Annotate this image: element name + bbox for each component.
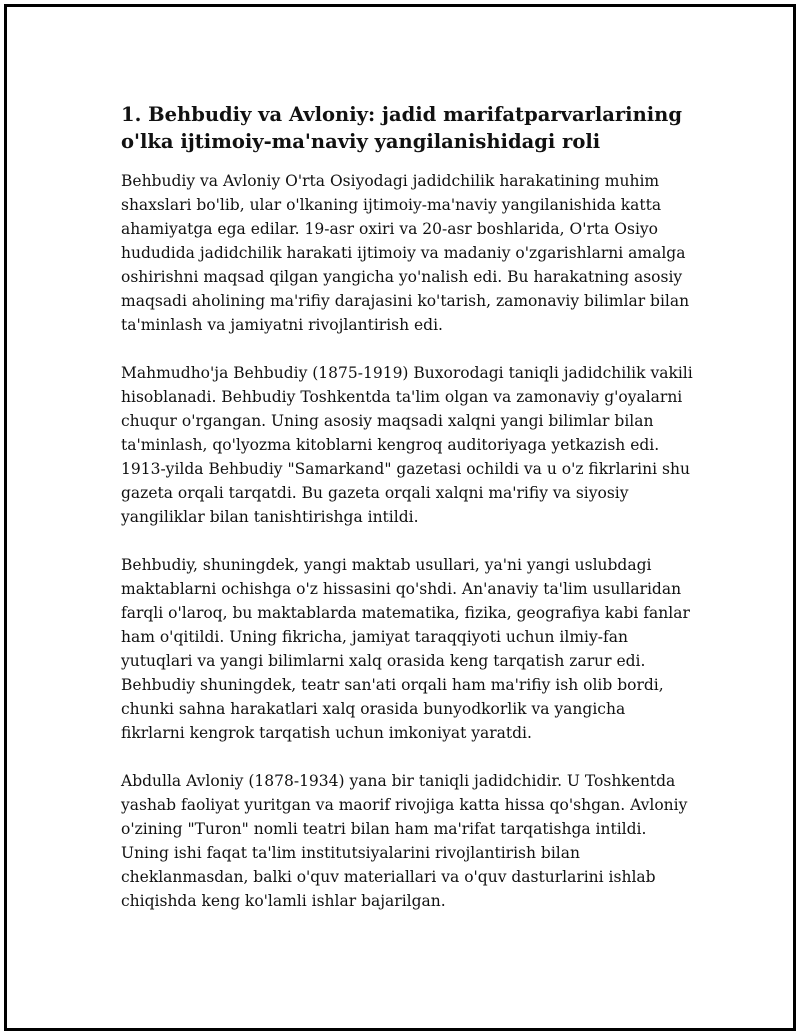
document-title: 1. Behbudiy va Avloniy: jadid marifatparvarlarining o'lka ijtimoiy-ma'naviy yangilanishidagi roli	[121, 103, 682, 153]
page-frame	[4, 4, 796, 1031]
paragraph-behbudiy-biography: Mahmudho'ja Behbudiy (1875-1919) Buxorodagi taniqli jadidchilik vakili hisoblanadi. Behbudiy Toshkentda ta'lim olgan va zamonaviy g'oyalarni chuqur o'rgangan. Uning asosiy maqsadi xalqni yangi bilimlar bilan ta'minlash, qo'lyozma kitoblarni kengroq auditoriyaga yetkazish edi. 1913-yilda Behbudiy "Samarkand" gazetasi ochildi va u o'z fikrlarini shu gazeta orqali tarqatdi. Bu gazeta orqali xalqni ma'rifiy va siyosiy yangiliklar bilan tanishtirishga intildi.	[121, 364, 693, 526]
document-body	[121, 101, 693, 937]
paragraph-avloniy: Abdulla Avloniy (1878-1934) yana bir taniqli jadidchidir. U Toshkentda yashab faoliyat yuritgan va maorif rivojiga katta hissa qo'shgan. Avloniy o'zining "Turon" nomli teatri bilan ham ma'rifat tarqatishga intildi. Uning ishi faqat ta'lim institutsiyalarini rivojlantirish bilan cheklanmasdan, balki o'quv materiallari va o'quv dasturlarini ishlab chiqishda keng ko'lamli ishlar bajarilgan.	[121, 772, 688, 910]
paragraph-behbudiy-schools: Behbudiy, shuningdek, yangi maktab usullari, ya'ni yangi uslubdagi maktablarni ochishga o'z hissasini qo'shdi. An'anaviy ta'lim usullaridan farqli o'laroq, bu maktablarda matematika, fizika, geografiya kabi fanlar ham o'qitildi. Uning fikricha, jamiyat taraqqiyoti uchun ilmiy-fan yutuqlari va yangi bilimlarni xalq orasida keng tarqatish zarur edi. Behbudiy shuningdek, teatr san'ati orqali ham ma'rifiy ish olib bordi, chunki sahna harakatlari xalq orasida bunyodkorlik va yangicha fikrlarni kengrok tarqatish uchun imkoniyat yaratdi.	[121, 556, 690, 742]
paragraph-intro: Behbudiy va Avloniy O'rta Osiyodagi jadidchilik harakatining muhim shaxslari bo'lib, ular o'lkaning ijtimoiy-ma'naviy yangilanishida katta ahamiyatga ega edilar. 19-asr oxiri va 20-asr boshlarida, O'rta Osiyo hududida jadidchilik harakati ijtimoiy va madaniy o'zgarishlarni amalga oshirishni maqsad qilgan yangicha yo'nalish edi. Bu harakatning asosiy maqsadi aholining ma'rifiy darajasini ko'tarish, zamonaviy bilimlar bilan ta'minlash va jamiyatni rivojlantirish edi.	[121, 172, 690, 334]
